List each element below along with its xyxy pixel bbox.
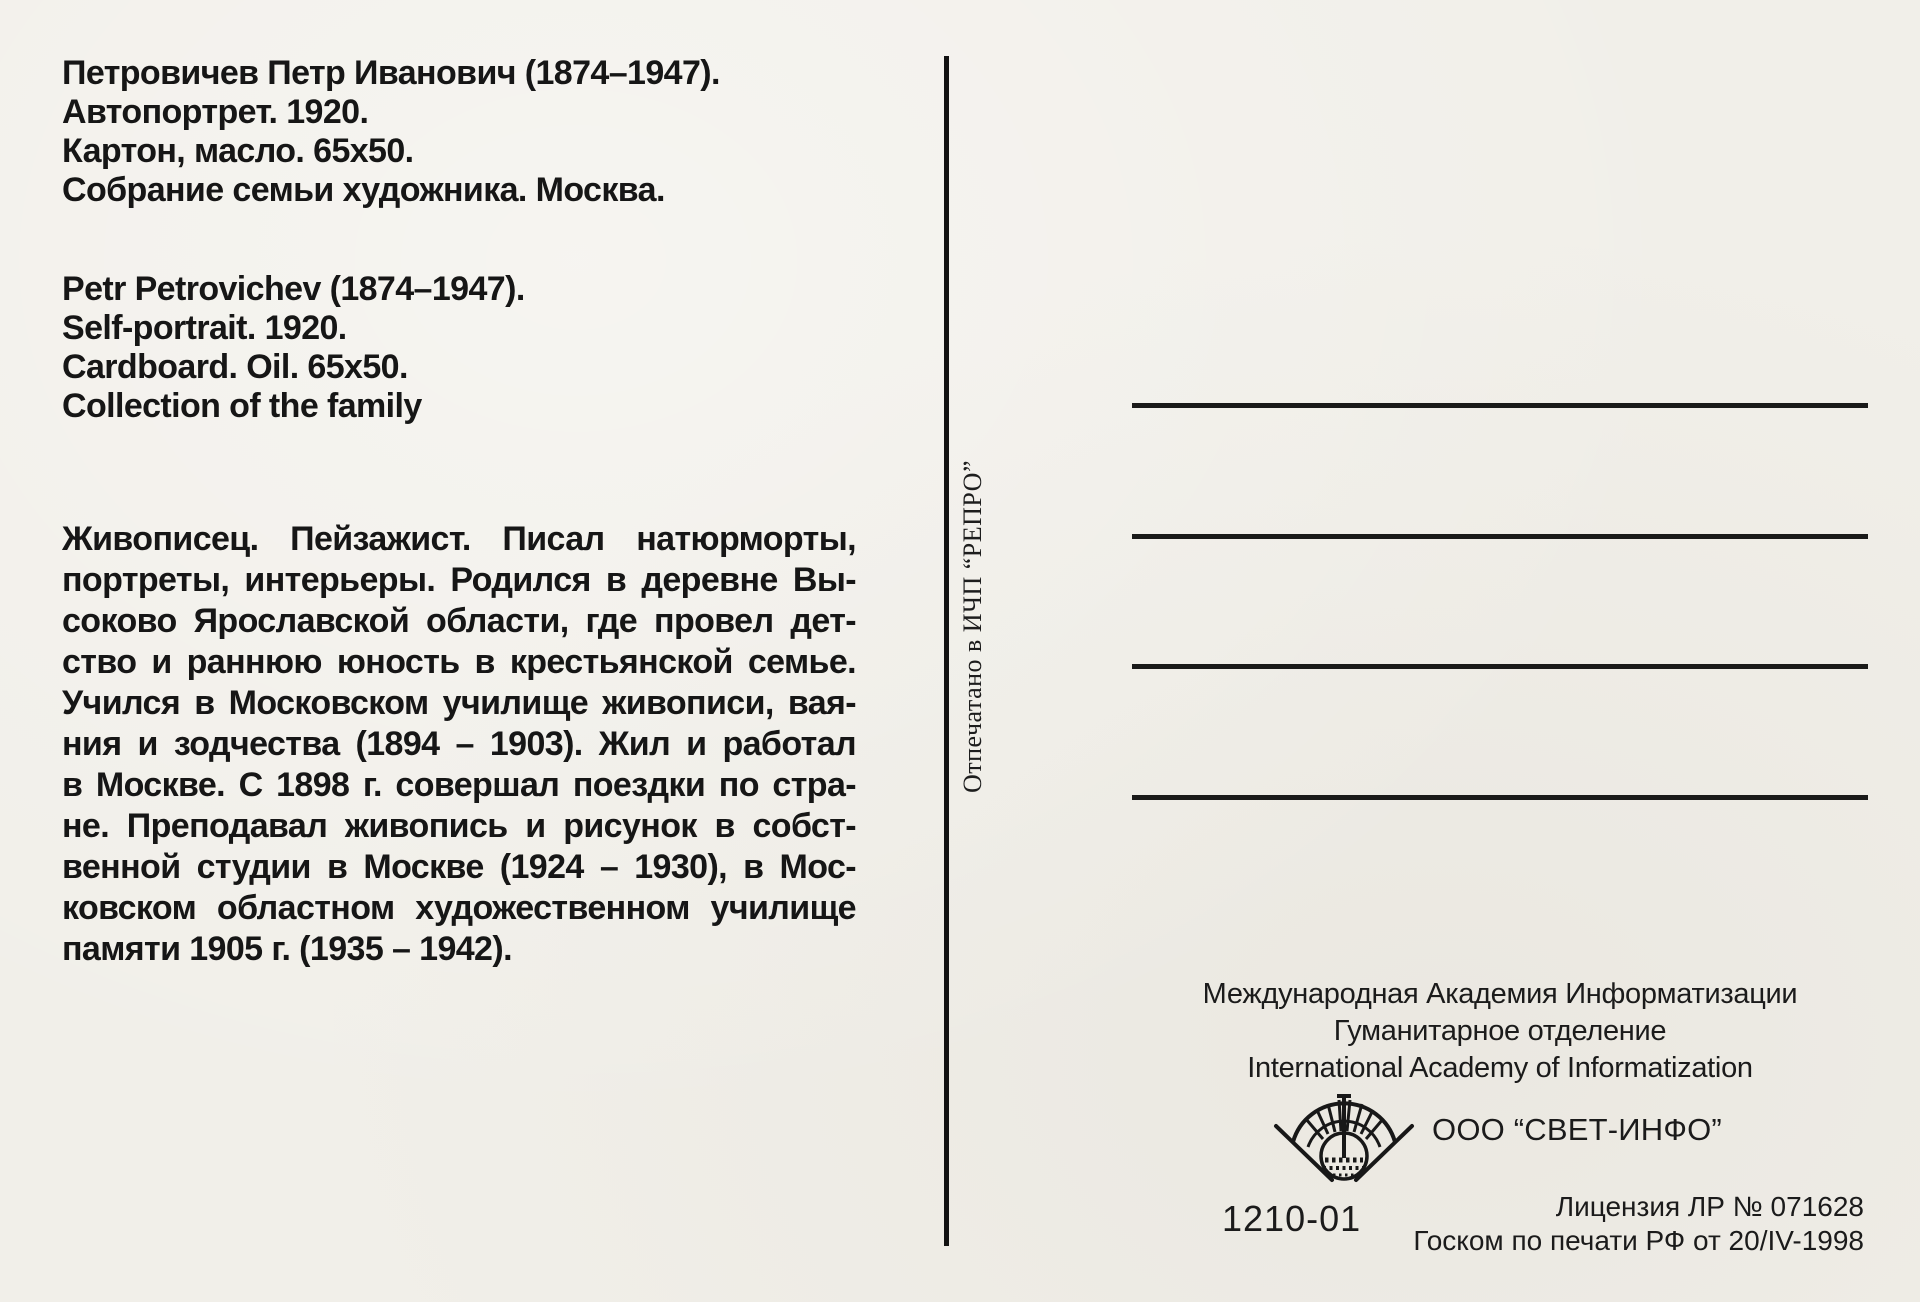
address-line	[1132, 403, 1868, 408]
divider-line	[944, 56, 949, 1246]
license-line: Госком по печати РФ от 20/IV-1998	[1413, 1225, 1864, 1256]
bio-line: не. Преподавал живопись и рисунок в собст-	[62, 807, 856, 845]
caption-line: Собрание семьи художника. Москва.	[62, 171, 665, 209]
publisher-name: ООО “СВЕТ-ИНФО”	[1432, 1112, 1722, 1147]
order-code: 1210-01	[1222, 1198, 1362, 1239]
academy-line: Гуманитарное отделение	[1333, 1015, 1667, 1047]
academy-line: Международная Академия Информатизации	[1202, 978, 1798, 1010]
address-line	[1132, 664, 1868, 669]
bio-line: венной студии в Москве (1924 – 1930), в Мос-	[62, 848, 856, 886]
printer-credit: Отпечатано в ИЧП “РЕПРО”	[958, 459, 987, 793]
bio-line: соково Ярославской области, где провел дет-	[62, 602, 856, 640]
bio-line: Живописец. Пейзажист. Писал натюрморты,	[62, 520, 856, 558]
artwork-caption-en	[62, 270, 525, 426]
license-line: Лицензия ЛР № 071628	[1555, 1191, 1864, 1222]
caption-line: Cardboard. Oil. 65x50.	[62, 348, 408, 386]
bio-line: портреты, интерьеры. Родился в деревне Вы-	[62, 561, 856, 599]
caption-line: Картон, масло. 65х50.	[62, 132, 414, 170]
bio-line: ковском областном художественном училище	[62, 889, 856, 927]
fan-emblem-icon	[1270, 1086, 1418, 1194]
address-line	[1132, 795, 1868, 800]
caption-line: Петровичев Петр Иванович (1874–1947).	[62, 54, 720, 92]
bio-line: в Москве. С 1898 г. совершал поездки по стра-	[62, 766, 856, 804]
artist-bio	[62, 519, 856, 970]
bio-line: Учился в Московском училище живописи, вая-	[62, 684, 856, 722]
caption-line: Petr Petrovichev (1874–1947).	[62, 270, 525, 308]
academy-line: International Academy of Informatization	[1247, 1052, 1753, 1084]
artwork-caption-ru	[62, 54, 720, 210]
bio-line: ния и зодчества (1894 – 1903). Жил и работал	[62, 725, 856, 763]
caption-line: Автопортрет. 1920.	[62, 93, 369, 131]
bio-line: памяти 1905 г. (1935 – 1942).	[62, 930, 512, 968]
academy-credit	[1148, 976, 1852, 1087]
license-block	[1413, 1190, 1864, 1258]
caption-line: Collection of the family	[62, 387, 422, 425]
caption-line: Self-portrait. 1920.	[62, 309, 347, 347]
bio-line: ство и раннюю юность в крестьянской семье.	[62, 643, 856, 681]
address-line	[1132, 534, 1868, 539]
